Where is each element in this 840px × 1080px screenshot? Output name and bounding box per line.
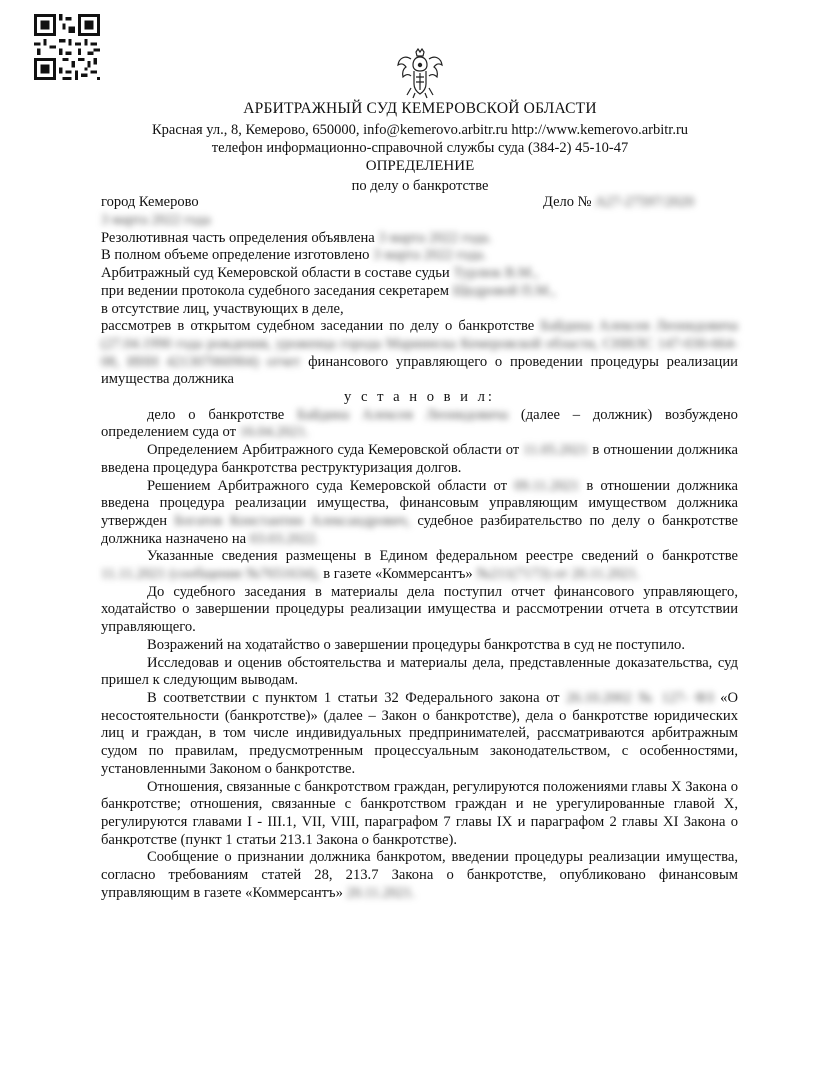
redacted-made-date: 3 марта 2022 года. bbox=[373, 247, 487, 264]
qr-code bbox=[34, 14, 100, 80]
redacted-manager: Богатов Константин Александрович, bbox=[174, 512, 411, 529]
court-address: Красная ул., 8, Кемерово, 650000, info@kemerovo.arbitr.ru http://www.kemerovo.arbitr.ru bbox=[151, 122, 689, 138]
redacted-judge: Турлюк В.М., bbox=[453, 265, 539, 282]
court-phone: телефон информационно-справочной службы суда (384-2) 45-10-47 bbox=[211, 140, 629, 156]
ustanovil-heading: у с т а н о в и л: bbox=[344, 389, 495, 406]
paragraph-law: В соответствии с пунктом 1 статьи 32 Федерального закона от 26.10.2002 № 127- ФЗ «О несостоятельности (банкротстве)» (далее – Закон о банкротстве), дела о банкротстве юридических лиц и граждан, в том числе индивидуальных предпринимателей, рассматриваются арбитражным судом по правилам, предусмотренным процессуальным законодательством, с особенностями, установленными Законом о банкротстве. bbox=[101, 689, 739, 777]
document-type: ОПРЕДЕЛЕНИЕ bbox=[365, 158, 475, 174]
absence-line: в отсутствие лиц, участвующих в деле, bbox=[101, 300, 344, 317]
redacted-secretary: Щедровой П.М., bbox=[452, 282, 556, 299]
document-body bbox=[101, 212, 738, 902]
redacted-date-realization: 09.11.2021 bbox=[514, 477, 580, 494]
redacted-announced-date: 3 марта 2022 года. bbox=[378, 229, 492, 246]
redacted-date-restructuring: 11.05.2021 bbox=[523, 442, 589, 459]
paragraph-realization: Решением Арбитражного суда Кемеровской области от 09.11.2021 в отношении должника введена процедура реализации имущества, финансовым управляющим имуществом должника утвержден Богатов Константин Александрович, судебное разбирательство по делу о банкротстве должника назначено на 03.03.2022. bbox=[101, 477, 739, 547]
paragraph-examined: Исследовав и оценив обстоятельства и материалы дела, представленные доказательства, суд пришел к следующим выводам. bbox=[101, 654, 738, 689]
redacted-kommersant: №211(7173) от 20.11.2021. bbox=[476, 566, 641, 583]
redacted-date-initiated: 16.04.2021. bbox=[239, 424, 310, 441]
court-composition: Арбитражный суд Кемеровской области в составе судьи bbox=[101, 265, 450, 282]
paragraph-report: До судебного заседания в материалы дела поступил отчет финансового управляющего, ходатайство о завершении процедуры реализации имущества и рассмотрении отчета в отсутствии управляющего. bbox=[101, 583, 738, 636]
paragraph-case-initiated: дело о банкротстве Байдина Алексея Леонидовича (далее – должник) возбуждено определением суда от 16.04.2021. bbox=[101, 406, 738, 441]
coat-of-arms-emblem bbox=[394, 48, 446, 100]
redacted-debtor-name: Байдина Алексея Леонидовича bbox=[297, 406, 509, 423]
case-label: Дело № bbox=[543, 194, 592, 210]
redacted-debtor-details: Байдина Алексея Леонидовича (27.04.1990 года рождения, уроженца города Мариинска Кемеровской области, СНИЛС 147-030-664-08, ИНН 421307060904) отчет bbox=[101, 318, 738, 370]
court-name: АРБИТРАЖНЫЙ СУД КЕМЕРОВСКОЙ ОБЛАСТИ bbox=[243, 100, 597, 117]
paragraph-announcement: Сообщение о признании должника банкротом, введении процедуры реализации имущества, согласно требованиям статей 28, 213.7 Закона о банкротстве, опубликовано финансовым управляющим в газете «Коммерсантъ» 20.11.2021. bbox=[101, 849, 738, 901]
redacted-efrsb: 11.11.2021 (сообщение №7651634), bbox=[101, 566, 320, 583]
made-label: В полном объеме определение изготовлено bbox=[101, 247, 370, 264]
paragraph-restructuring: Определением Арбитражного суда Кемеровской области от 11.05.2021 в отношении должника введена процедура банкротства реструктуризация долгов. bbox=[101, 442, 738, 476]
redacted-date: 3 марта 2022 года bbox=[101, 212, 211, 228]
redacted-final-date: 20.11.2021. bbox=[346, 884, 416, 901]
redacted-law-date: 26.10.2002 № 127- ФЗ bbox=[566, 689, 714, 706]
case-number-line bbox=[543, 194, 694, 211]
redacted-case-number: А27-27597/2020 bbox=[595, 194, 695, 210]
secretary-label: при ведении протокола судебного заседания секретарем bbox=[101, 282, 449, 299]
redacted-hearing-date: 03.03.2022. bbox=[249, 530, 320, 547]
paragraph-publication: Указанные сведения размещены в Едином федеральном реестре сведений о банкротстве 11.11.2021 (сообщение №7651634), в газете «Коммерсантъ» №211(7173) от 20.11.2021. bbox=[101, 548, 738, 583]
paragraph-considered: рассмотрев в открытом судебном заседании по делу о банкротстве Байдина Алексея Леонидовича (27.04.1990 года рождения, уроженца города Мариинска Кемеровской области, СНИЛС 147-030-664-08, ИНН 421307060904) отчет финансового управляющего о проведении процедуры реализации имущества должника bbox=[101, 318, 738, 388]
paragraph-relations: Отношения, связанные с банкротством граждан, регулируются положениями главы X Закона о банкротстве; отношения, связанные с банкротством граждан и не урегулированные главой X, регулируются главами I - III.1, VII, VIII, параграфом 7 главы IX и параграфом 2 главы XI Закона о банкротстве (пункт 1 статьи 213.1 Закона о банкротстве). bbox=[101, 778, 738, 848]
city-label: город Кемерово bbox=[101, 194, 199, 210]
document-subtitle: по делу о банкротстве bbox=[351, 178, 489, 194]
paragraph-objections: Возражений на ходатайство о завершении процедуры банкротства в суд не поступило. bbox=[147, 636, 685, 653]
announced-label: Резолютивная часть определения объявлена bbox=[101, 229, 375, 246]
